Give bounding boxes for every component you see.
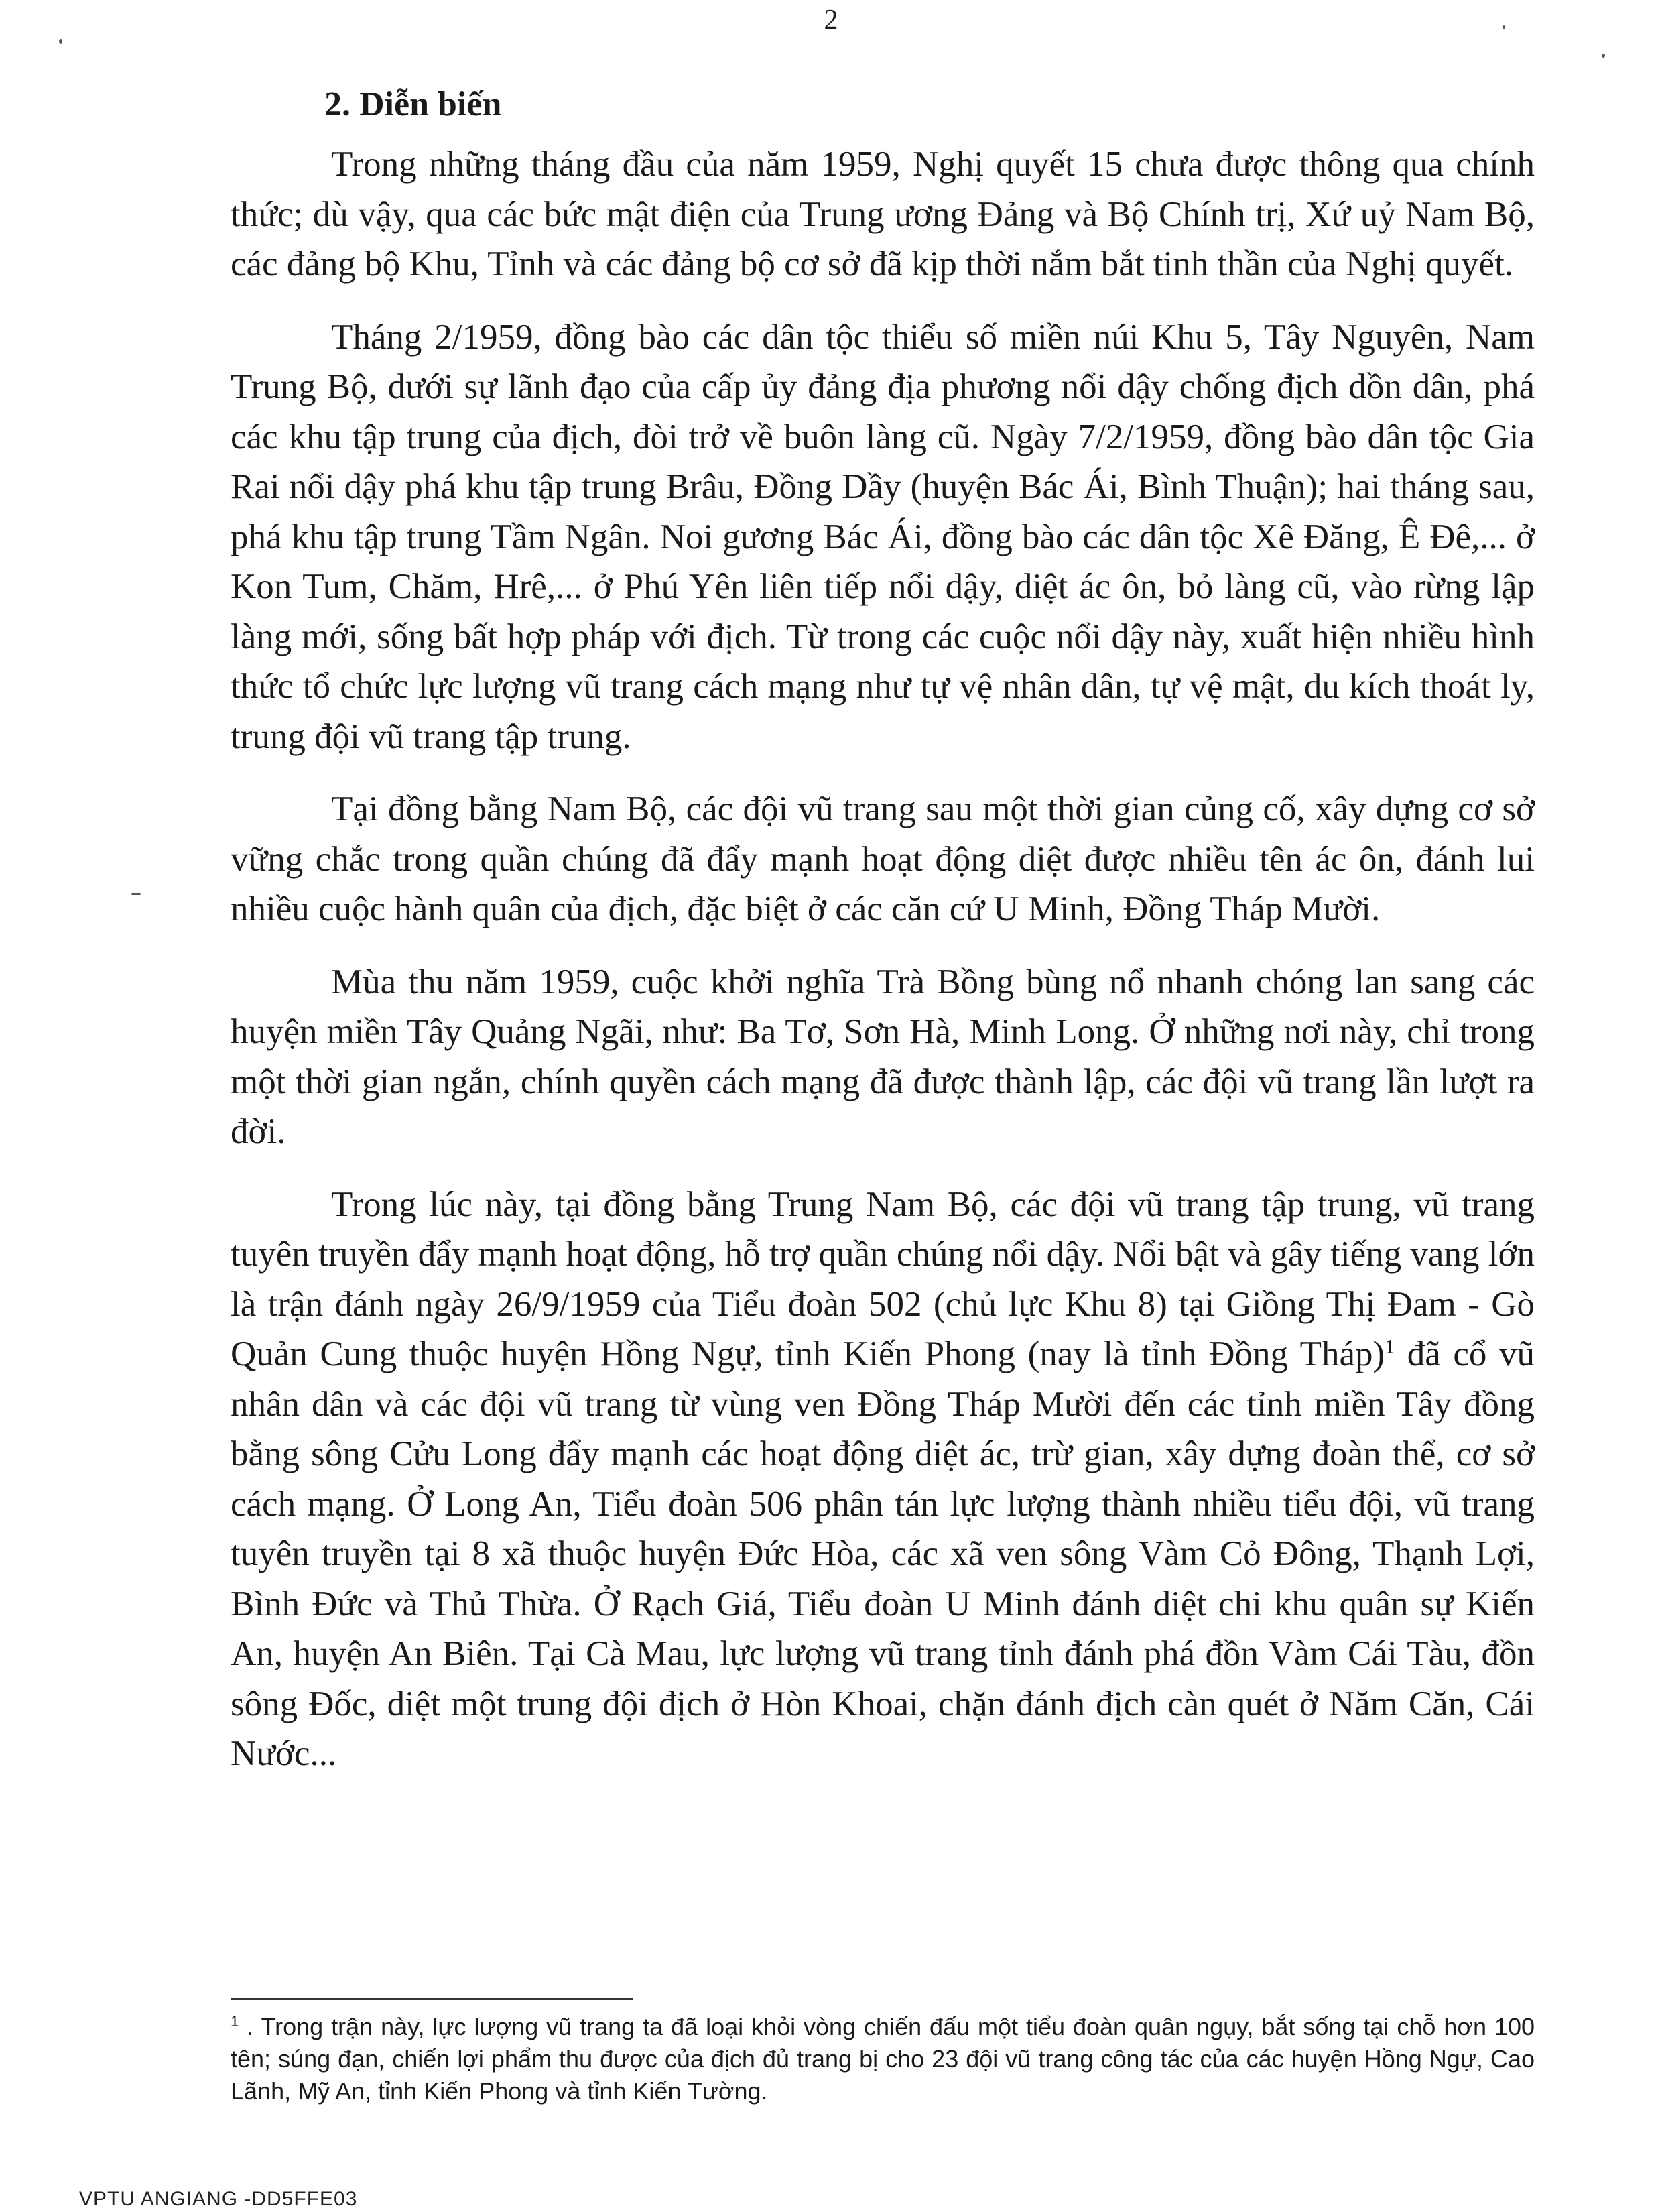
paragraph-5 — [231, 1180, 1535, 1779]
section-heading: 2. Diễn biến — [324, 85, 502, 123]
document-stamp: VPTU ANGIANG -DD5FFE03 — [79, 2188, 358, 2210]
paragraph-1: Trong những tháng đầu của năm 1959, Nghị quyết 15 chưa được thông qua chính thức; dù vậy, qua các bức mật điện của Trung ương Đảng và Bộ Chính trị, Xứ uỷ Nam Bộ, các đảng bộ Khu, Tỉnh và các đảng bộ cơ sở đã kịp thời nắm bắt tinh thần của Nghị quyết. — [231, 145, 1535, 284]
footnote-reference: 1 — [1385, 1335, 1395, 1358]
paragraph-5-text-b: đã cổ vũ nhân dân và các đội vũ trang từ vùng ven Đồng Tháp Mười đến các tỉnh miền Tây đồng bằng sông Cửu Long đẩy mạnh các hoạt động diệt ác, trừ gian, xây dựng đoàn thể, cơ sở cách mạng. Ở Long An, Tiểu đoàn 506 phân tán lực lượng thành nhiều tiểu đội, vũ trang tuyên truyền tại 8 xã thuộc huyện Đức Hòa, các xã ven sông Vàm Cỏ Đông, Thạnh Lợi, Bình Đức và Thủ Thừa. Ở Rạch Giá, Tiểu đoàn U Minh đánh diệt chi khu quân sự Kiến An, huyện An Biên. Tại Cà Mau, lực lượng vũ trang tỉnh đánh phá đồn Vàm Cái Tàu, đồn sông Đốc, diệt một trung đội địch ở Hòn Khoai, chặn đánh địch càn quét ở Năm Căn, Cái Nước... — [231, 1335, 1535, 1773]
footnote-text: . Trong trận này, lực lượng vũ trang ta đã loại khỏi vòng chiến đấu một tiểu đoàn quân ngụy, bắt sống tại chỗ hơn 100 tên; súng đạn, chiến lợi phẩm thu được của địch đủ trang bị cho 23 đội vũ trang công tác của các huyện Hồng Ngự, Cao Lãnh, Mỹ An, tỉnh Kiến Phong và tỉnh Kiến Tường. — [231, 2013, 1535, 2105]
scan-speck — [1503, 25, 1505, 29]
document-body — [231, 79, 1535, 1802]
footnote — [231, 2011, 1535, 2107]
scan-speck — [131, 893, 141, 895]
footnote-marker: 1 — [231, 2013, 239, 2030]
scan-speck — [1602, 54, 1605, 58]
paragraph-2: Tháng 2/1959, đồng bào các dân tộc thiểu số miền núi Khu 5, Tây Nguyên, Nam Trung Bộ, dưới sự lãnh đạo của cấp ủy đảng địa phương nổi dậy chống địch dồn dân, phá các khu tập trung của địch, đòi trở về buôn làng cũ. Ngày 7/2/1959, đồng bào dân tộc Gia Rai nổi dậy phá khu tập trung Brâu, Đồng Dầy (huyện Bác Ái, Bình Thuận); hai tháng sau, phá khu tập trung Tầm Ngân. Noi gương Bác Ái, đồng bào các dân tộc Xê Đăng, Ê Đê,... ở Kon Tum, Chăm, Hrê,... ở Phú Yên liên tiếp nổi dậy, diệt ác ôn, bỏ làng cũ, vào rừng lập làng mới, sống bất hợp pháp với địch. Từ trong các cuộc nổi dậy này, xuất hiện nhiều hình thức tổ chức lực lượng vũ trang cách mạng như tự vệ nhân dân, tự vệ mật, du kích thoát ly, trung đội vũ trang tập trung. — [231, 317, 1535, 756]
paragraph-3: Tại đồng bằng Nam Bộ, các đội vũ trang sau một thời gian củng cố, xây dựng cơ sở vững chắc trong quần chúng đã đẩy mạnh hoạt động diệt được nhiều tên ác ôn, đánh lui nhiều cuộc hành quân của địch, đặc biệt ở các căn cứ U Minh, Đồng Tháp Mười. — [231, 790, 1535, 928]
scan-speck — [59, 39, 62, 44]
page-number: 2 — [824, 5, 838, 36]
footnote-divider — [231, 1998, 633, 2000]
paragraph-4: Mùa thu năm 1959, cuộc khởi nghĩa Trà Bồng bùng nổ nhanh chóng lan sang các huyện miền Tây Quảng Ngãi, như: Ba Tơ, Sơn Hà, Minh Long. Ở những nơi này, chỉ trong một thời gian ngắn, chính quyền cách mạng đã được thành lập, các đội vũ trang lần lượt ra đời. — [231, 962, 1535, 1151]
paragraph-5-text-a: Trong lúc này, tại đồng bằng Trung Nam Bộ, các đội vũ trang tập trung, vũ trang tuyên truyền đẩy mạnh hoạt động, hỗ trợ quần chúng nổi dậy. Nổi bật và gây tiếng vang lớn là trận đánh ngày 26/9/1959 của Tiểu đoàn 502 (chủ lực Khu 8) tại Giồng Thị Đam - Gò Quản Cung thuộc huyện Hồng Ngự, tỉnh Kiến Phong (nay là tỉnh Đồng Tháp) — [231, 1184, 1535, 1373]
